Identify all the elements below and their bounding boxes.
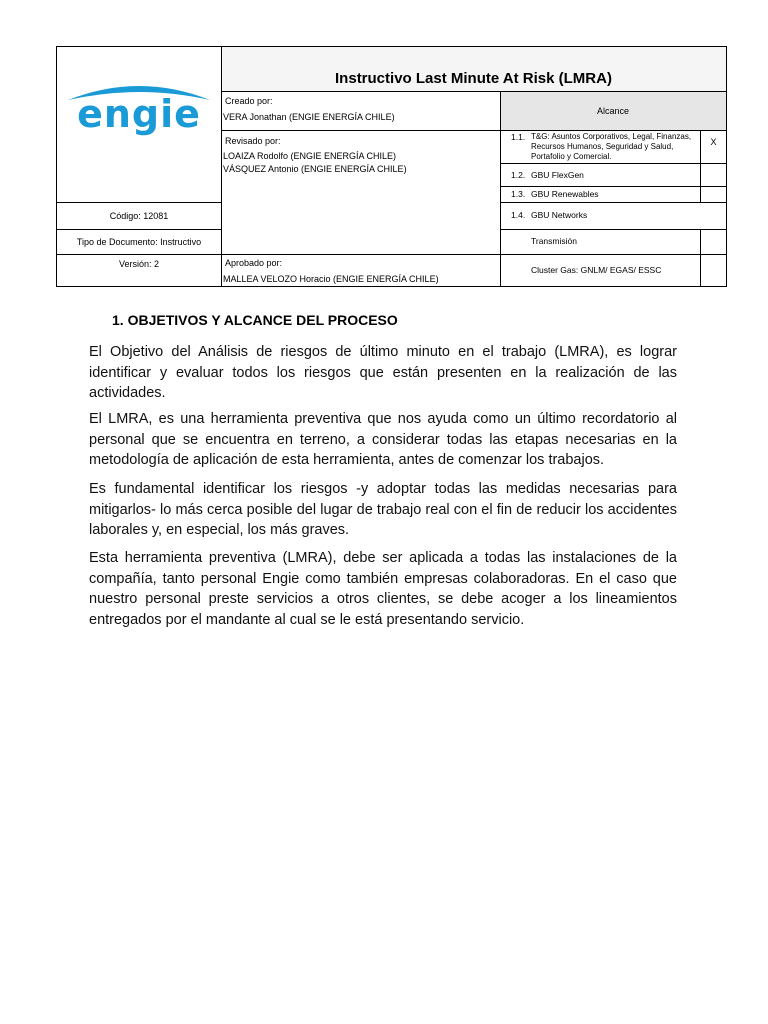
codigo-field: Código: 12081 <box>109 210 169 221</box>
revisado-value-2: VÁSQUEZ Antonio (ENGIE ENERGÍA CHILE) <box>223 164 407 174</box>
tipo-documento-field: Tipo de Documento: Instructivo <box>76 236 202 247</box>
section-heading: 1. OBJETIVOS Y ALCANCE DEL PROCESO <box>112 312 398 328</box>
alcance-item-number: 1.2. <box>511 170 526 180</box>
revisado-label: Revisado por: <box>225 136 281 146</box>
paragraph: El Objetivo del Análisis de riesgos de último minuto en el trabajo (LMRA), es lograr identificar y evaluar todos los riesgos que están presenten en la realización de las actividades. <box>89 344 677 401</box>
alcance-item-text: T&G: Asuntos Corporativos, Legal, Finanzas, Recursos Humanos, Seguridad y Salud, Portafolio y Comercial. <box>531 132 692 161</box>
alcance-item-number: 1.3. <box>511 189 526 199</box>
paragraph: El LMRA, es una herramienta preventiva que nos ayuda como un último recordatorio al personal que se encuentra en terreno, a considerar todas las etapas necesarias en la metodología de aplicación de esta herramienta, antes de comenzar los trabajos. <box>89 411 677 468</box>
document-title: Instructivo Last Minute At Risk (LMRA) <box>335 70 612 87</box>
alcance-item-text: Transmisión <box>531 236 577 246</box>
alcance-item-number: 1.4. <box>511 210 526 220</box>
paragraph: Esta herramienta preventiva (LMRA), debe ser aplicada a todas las instalaciones de la compañía, tanto personal Engie como también empresas colaboradoras. En el caso que nuestro personal preste servicios a otros clientes, se debe acoger a los lineamientos entregados por el mandante al cual se le está presentando servicio. <box>89 550 677 628</box>
revisado-value-1: LOAIZA Rodolfo (ENGIE ENERGÍA CHILE) <box>223 151 397 161</box>
alcance-item-number: 1.1. <box>511 132 526 142</box>
alcance-item-text: GBU Renewables <box>531 189 599 199</box>
engie-logo-wordmark: engie <box>77 92 201 136</box>
alcance-item-text: Cluster Gas: GNLM/ EGAS/ ESSC <box>531 265 662 275</box>
alcance-item-text: GBU FlexGen <box>531 170 584 180</box>
aprobado-label: Aprobado por: <box>225 258 283 268</box>
alcance-item-text: GBU Networks <box>531 210 588 220</box>
alcance-header: Alcance <box>596 105 630 116</box>
engie-logo <box>60 76 218 136</box>
creado-label: Creado por: <box>225 96 273 106</box>
alcance-item-mark: X <box>710 136 717 147</box>
aprobado-value: MALLEA VELOZO Horacio (ENGIE ENERGÍA CHILE) <box>223 274 439 284</box>
paragraph: Es fundamental identificar los riesgos -y adoptar todas las medidas necesarias para mitigarlos- lo más cerca posible del lugar de trabajo real con el fin de reducir los accidentes laborales y, en especial, los más graves. <box>89 481 677 538</box>
creado-value: VERA Jonathan (ENGIE ENERGÍA CHILE) <box>223 112 395 122</box>
version-field: Versión: 2 <box>118 258 160 269</box>
